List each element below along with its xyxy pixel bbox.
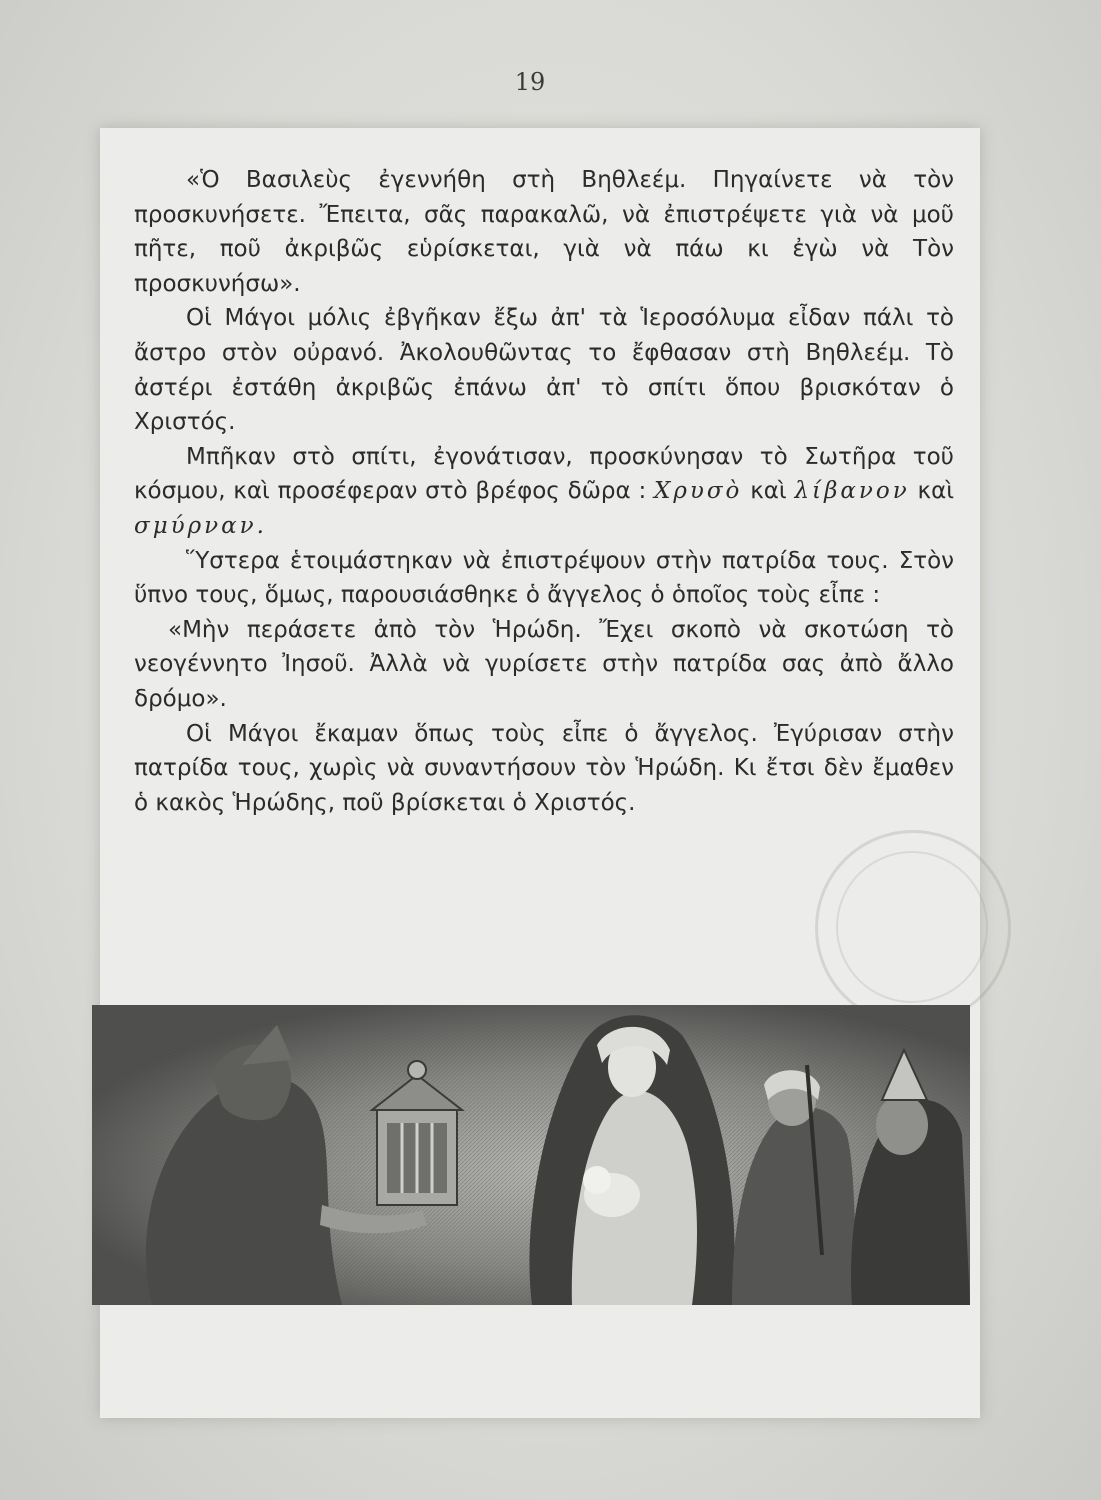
library-stamp bbox=[815, 830, 1011, 1026]
paragraph-3 bbox=[134, 440, 954, 544]
gift-frankincense: λίβανον bbox=[794, 478, 910, 505]
gift-myrrh: σμύρναν. bbox=[134, 512, 267, 539]
paragraph-1: «Ὁ Βασιλεὺς ἐγεννήθη στὴ Βηθλεέμ. Πηγαίνετε νὰ τὸν προσκυνήσετε. Ἔπειτα, σᾶς παρακαλῶ, νὰ ἐπιστρέψετε γιὰ νὰ μοῦ πῆτε, ποῦ ἀκριβῶς εὑρίσκεται, γιὰ νὰ πάω κι ἐγὼ νὰ Τὸν προσκυνήσω». bbox=[134, 167, 954, 297]
conjunction-2: καὶ bbox=[917, 478, 955, 505]
paragraph-2: Οἱ Μάγοι μόλις ἐβγῆκαν ἔξω ἀπ' τὰ Ἱεροσόλυμα εἶδαν πάλι τὸ ἄστρο στὸν οὐρανό. Ἀκολουθῶντας το ἔφθασαν στὴ Βηθλεέμ. Τὸ ἀστέρι ἐστάθη ἀκριβῶς ἐπάνω ἀπ' τὸ σπίτι ὅπου βρισκόταν ὁ Χριστός. bbox=[134, 305, 954, 436]
story-text bbox=[134, 163, 954, 820]
paragraph-4: Ὕστερα ἑτοιμάστηκαν νὰ ἐπιστρέψουν στὴν πατρίδα τους. Στὸν ὕπνο τους, ὅμως, παρουσιάσθηκε ὁ ἄγγελος ὁ ὁποῖος τοὺς εἶπε : bbox=[134, 547, 954, 609]
nativity-magi-illustration bbox=[92, 1005, 970, 1305]
conjunction-1: καὶ bbox=[750, 478, 787, 505]
paragraph-5-angel-speech: «Μὴν περάσετε ἀπὸ τὸν Ἡρώδη. Ἔχει σκοπὸ νὰ σκοτώση τὸ νεογέννητο Ἰησοῦ. Ἀλλὰ νὰ γυρίσετε στὴν πατρίδα σας ἀπὸ ἄλλο δρόμο». bbox=[134, 616, 954, 712]
gift-gold: Χρυσὸ bbox=[653, 478, 743, 505]
paragraph-3-text: Μπῆκαν στὸ σπίτι, ἐγονάτισαν, προσκύνησαν τὸ Σωτῆρα τοῦ κόσμου, καὶ προσέφεραν στὸ βρέφος δῶρα : bbox=[134, 443, 954, 505]
paragraph-6: Οἱ Μάγοι ἔκαμαν ὅπως τοὺς εἶπε ὁ ἄγγελος. Ἐγύρισαν στὴν πατρίδα τους, χωρὶς νὰ συναντήσουν τὸν Ἡρώδη. Κι ἔτσι δὲν ἔμαθεν ὁ κακὸς Ἡρώδης, ποῦ βρίσκεται ὁ Χριστός. bbox=[134, 720, 954, 816]
illustration-drawing bbox=[92, 1005, 970, 1305]
page-number: 19 bbox=[514, 68, 546, 96]
